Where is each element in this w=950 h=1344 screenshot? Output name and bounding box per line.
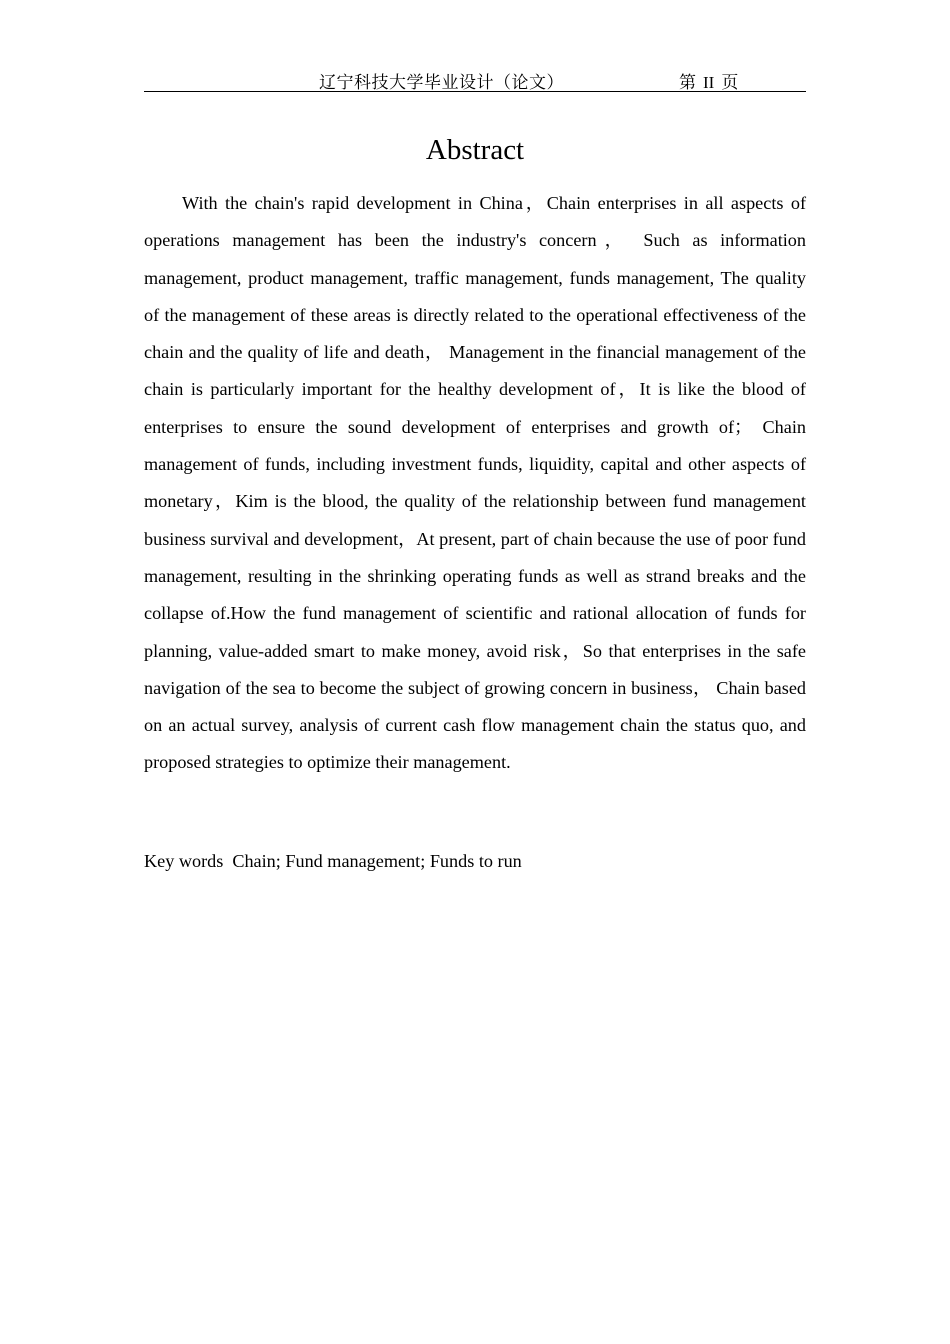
header-page-suffix: 页 — [721, 73, 739, 92]
header-page-roman: II — [703, 73, 715, 92]
header-school-title: 辽宁科技大学毕业设计（论文） — [319, 73, 564, 92]
keywords-list: Chain; Fund management; Funds to run — [232, 851, 522, 871]
header-page-number — [679, 68, 738, 93]
abstract-body: With the chain's rapid development in China，Chain enterprises in all aspects of operations management has been the industry's concern， Such as information management, product management, traffic management, funds management, The quality of the management of these areas is directly related to the operational effectiveness of the chain and the quality of life and death， Management in the financial management of the chain is particularly important for the healthy development of，It is like the blood of enterprises to ensure the sound development of enterprises and growth of； Chain management of funds, including investment funds, liquidity, capital and other aspects of monetary，Kim is the blood, the quality of the relationship between fund management business survival and development，At present, part of chain because the use of poor fund management, resulting in the shrinking operating funds as well as strand breaks and the collapse of.How the fund management of scientific and rational allocation of funds for planning, value-added smart to make money, avoid risk，So that enterprises in the safe navigation of the sea to become the subject of growing concern in business， Chain based on an actual survey, analysis of current cash flow management chain the status quo, and proposed strategies to optimize their management. — [144, 193, 806, 773]
abstract-title: Abstract — [425, 134, 525, 166]
header-page-prefix: 第 — [679, 73, 696, 92]
page-header — [144, 66, 806, 92]
keywords-label: Key words — [144, 851, 224, 871]
keywords-line — [144, 846, 806, 876]
